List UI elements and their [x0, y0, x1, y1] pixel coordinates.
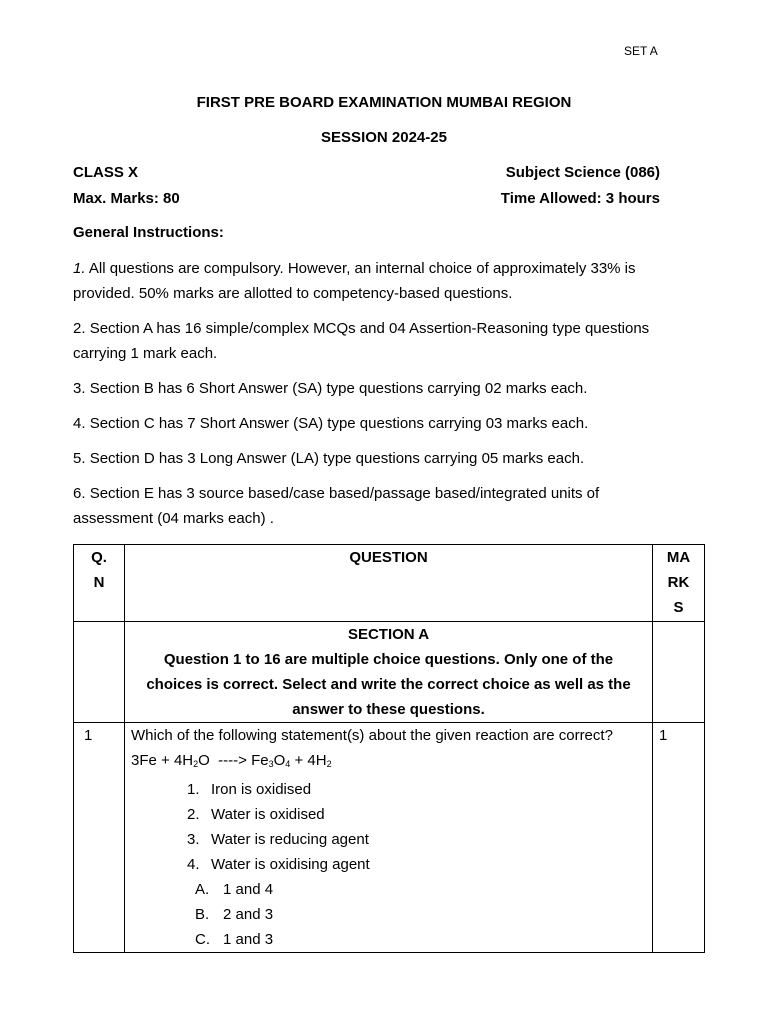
- instruction-3: [73, 376, 587, 401]
- answer-choice: A. 1 and 4: [195, 881, 274, 898]
- qn-header: Q. N: [74, 545, 125, 622]
- instruction-1: [73, 256, 636, 306]
- section-a-row: [74, 622, 705, 723]
- section-a-heading: SECTION A: [347, 626, 430, 643]
- section-a-cell: [125, 622, 653, 723]
- statement-item: 2. Water is oxidised: [187, 806, 325, 823]
- instructions-heading: General Instructions:: [73, 224, 224, 241]
- instruction-number: 3.: [73, 380, 86, 397]
- instruction-number: 5.: [73, 450, 86, 467]
- statement-item: 3. Water is reducing agent: [187, 831, 369, 848]
- statement-item: 1. Iron is oxidised: [187, 781, 312, 798]
- statement-item: 4. Water is oxidising agent: [187, 856, 370, 873]
- time-allowed: Time Allowed: 3 hours: [500, 190, 660, 207]
- instruction-number: 1.: [73, 260, 86, 277]
- instruction-text: Section C has 7 Short Answer (SA) type questions carrying 03 marks each.: [89, 415, 589, 432]
- question-body: [125, 723, 653, 953]
- instruction-4: [73, 411, 588, 436]
- question-header: QUESTION: [125, 545, 653, 622]
- exam-title: FIRST PRE BOARD EXAMINATION MUMBAI REGION: [196, 94, 572, 111]
- instruction-2: [73, 316, 649, 366]
- instruction-text: Section D has 3 Long Answer (LA) type questions carrying 05 marks each.: [89, 450, 585, 467]
- question-marks: 1: [653, 723, 705, 953]
- instruction-continuation: assessment (04 marks each) .: [73, 510, 274, 527]
- reaction-equation: $3Fe + 4H_2O$ ----> $Fe_3O_4 + 4H_2$: [131, 752, 332, 769]
- question-text: Which of the following statement(s) about the given reaction are correct?: [131, 727, 613, 744]
- instruction-text: Section B has 6 Short Answer (SA) type questions carrying 02 marks each.: [89, 380, 588, 397]
- instruction-number: 4.: [73, 415, 86, 432]
- question-number: 1: [74, 723, 125, 953]
- session-label: SESSION 2024-25: [321, 129, 447, 146]
- set-label: SET A: [624, 44, 658, 58]
- instruction-continuation: carrying 1 mark each.: [73, 345, 218, 362]
- instruction-text: All questions are compulsory. However, an internal choice of approximately 33% is: [88, 260, 636, 277]
- max-marks: Max. Marks: 80: [73, 190, 180, 207]
- answer-choice: B. 2 and 3: [195, 906, 274, 923]
- instruction-text: Section E has 3 source based/case based/passage based/integrated units of: [89, 485, 600, 502]
- class-label: CLASS X: [73, 164, 139, 181]
- instruction-number: 2.: [73, 320, 86, 337]
- subject-label: Subject Science (086): [505, 164, 660, 181]
- answer-choice: C. 1 and 3: [195, 931, 274, 948]
- instruction-text: Section A has 16 simple/complex MCQs and 04 Assertion-Reasoning type questions: [89, 320, 650, 337]
- table-row: [74, 723, 705, 953]
- instruction-5: [73, 446, 584, 471]
- section-a-description: Question 1 to 16 are multiple choice questions. Only one of the choices is correct. Select and write the correct choice as well as the answer to these questions.: [146, 651, 631, 718]
- question-table: [73, 544, 705, 953]
- marks-header: MARKS: [653, 545, 705, 622]
- table-header-row: [74, 545, 705, 622]
- instruction-continuation: provided. 50% marks are allotted to competency-based questions.: [73, 285, 513, 302]
- instruction-6: [73, 481, 599, 531]
- instruction-number: 6.: [73, 485, 86, 502]
